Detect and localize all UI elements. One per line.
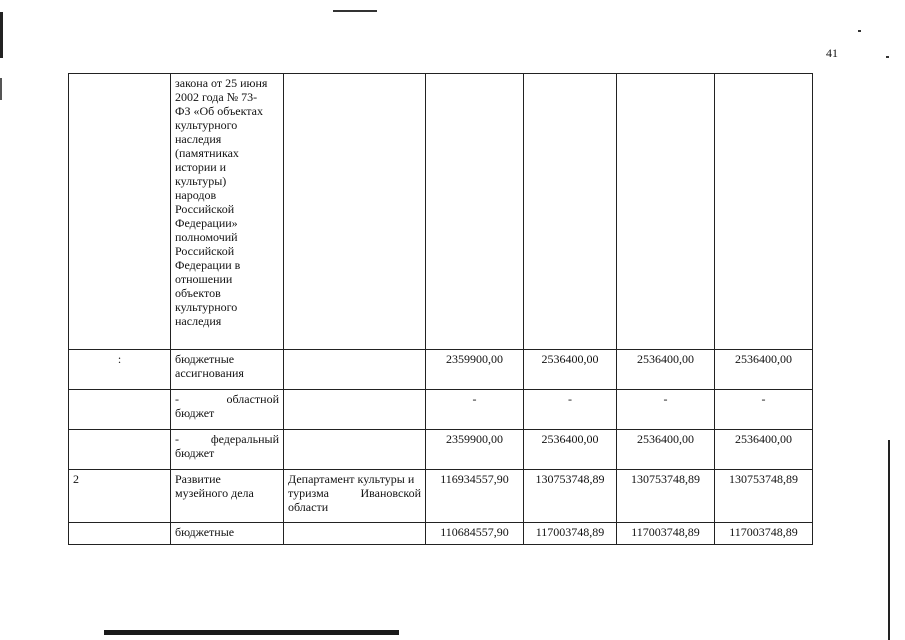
cell-name: закона от 25 июня 2002 года № 73- ФЗ «Об объектах культурного наследия (памятниках истории и культуры) народов Российской Федерации» полномочий Российской Федерации в отношении объектов культурного наследия — [171, 74, 284, 350]
cell-number — [69, 390, 171, 430]
cell-executor — [284, 350, 426, 390]
cell-value-1: - — [426, 390, 524, 430]
page-number: 41 — [826, 46, 838, 60]
cell-name: - областной бюджет — [171, 390, 284, 430]
cell-value-2: 2536400,00 — [524, 350, 617, 390]
cell-value-3: 117003748,89 — [617, 523, 715, 545]
cell-value-3: - — [617, 390, 715, 430]
cell-value-2 — [524, 74, 617, 350]
cell-number: : — [69, 350, 171, 390]
cell-value-1 — [426, 74, 524, 350]
scan-speck — [858, 30, 861, 32]
cell-value-1: 2359900,00 — [426, 430, 524, 470]
cell-value-2: 130753748,89 — [524, 470, 617, 523]
cell-value-2: - — [524, 390, 617, 430]
cell-value-1: 110684557,90 — [426, 523, 524, 545]
cell-executor — [284, 430, 426, 470]
scan-mark-top — [333, 10, 377, 12]
table-row — [69, 430, 813, 470]
cell-value-1: 116934557,90 — [426, 470, 524, 523]
cell-value-2: 117003748,89 — [524, 523, 617, 545]
cell-number: 2 — [69, 470, 171, 523]
scan-speck — [886, 56, 889, 58]
cell-name: - федеральный бюджет — [171, 430, 284, 470]
cell-name: бюджетные — [171, 523, 284, 545]
cell-executor: Департамент культуры и туризма Ивановской области — [284, 470, 426, 523]
cell-value-4: 130753748,89 — [715, 470, 813, 523]
cell-value-3: 130753748,89 — [617, 470, 715, 523]
cell-value-3 — [617, 74, 715, 350]
cell-value-2: 2536400,00 — [524, 430, 617, 470]
scan-mark-bottom — [104, 630, 399, 635]
scan-mark-left-2 — [0, 78, 2, 100]
cell-value-4: - — [715, 390, 813, 430]
table-row — [69, 74, 813, 350]
cell-value-4: 2536400,00 — [715, 430, 813, 470]
cell-name: бюджетные ассигнования — [171, 350, 284, 390]
cell-number — [69, 523, 171, 545]
cell-value-3: 2536400,00 — [617, 430, 715, 470]
cell-value-4: 2536400,00 — [715, 350, 813, 390]
cell-executor — [284, 390, 426, 430]
cell-number — [69, 430, 171, 470]
budget-table — [68, 73, 813, 545]
table-row — [69, 523, 813, 545]
cell-value-4 — [715, 74, 813, 350]
scan-mark-right — [888, 440, 890, 640]
cell-name: Развитие музейного дела — [171, 470, 284, 523]
cell-executor — [284, 74, 426, 350]
cell-value-4: 117003748,89 — [715, 523, 813, 545]
cell-number — [69, 74, 171, 350]
scan-mark-left — [0, 12, 3, 58]
table-row — [69, 350, 813, 390]
cell-value-3: 2536400,00 — [617, 350, 715, 390]
cell-value-1: 2359900,00 — [426, 350, 524, 390]
cell-executor — [284, 523, 426, 545]
table-row — [69, 390, 813, 430]
table-row — [69, 470, 813, 523]
